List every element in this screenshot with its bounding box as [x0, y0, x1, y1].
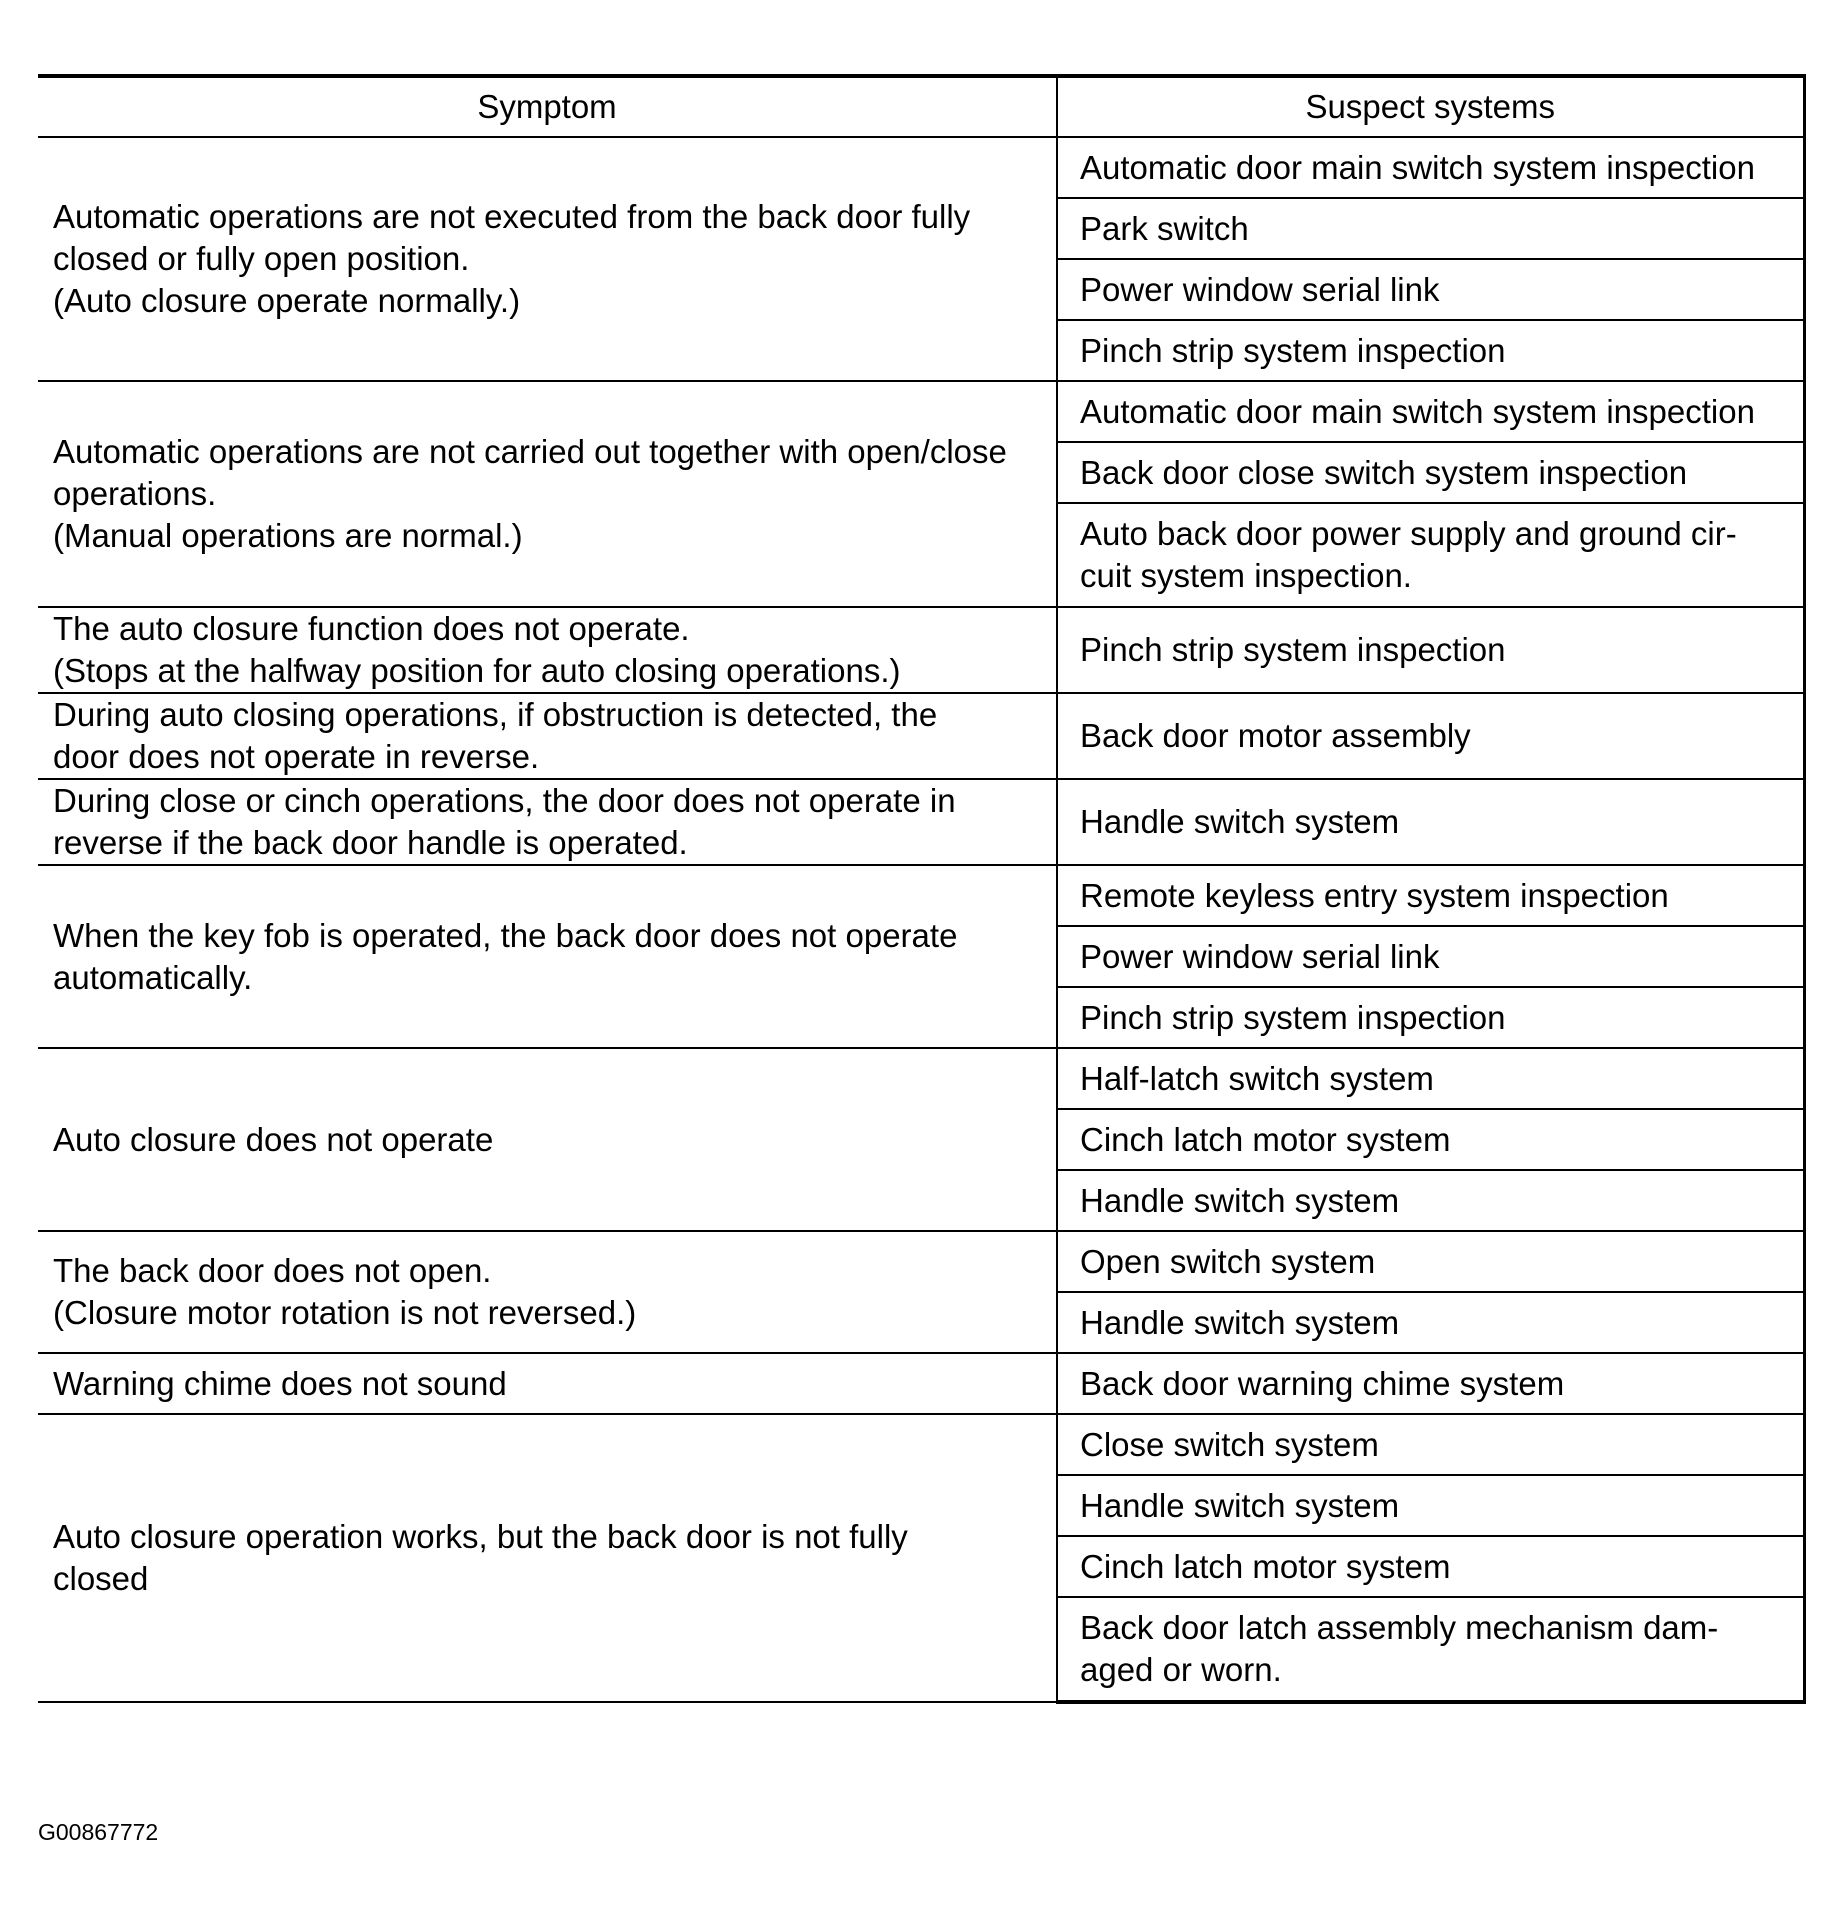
suspect-system-cell	[1057, 1353, 1804, 1414]
symptom-table	[38, 74, 1806, 1704]
table-row	[38, 865, 1804, 926]
suspect-system-text-line: Back door motor assembly	[1080, 717, 1471, 754]
suspect-system-cell	[1057, 607, 1804, 693]
symptom-text-line: (Auto closure operate normally.)	[53, 282, 521, 319]
symptom-text-line: (Manual operations are normal.)	[53, 517, 523, 554]
symptom-text-line: The auto closure function does not operate.	[53, 610, 690, 647]
symptom-cell	[38, 865, 1057, 1048]
suspect-system-cell	[1057, 1475, 1804, 1536]
suspect-system-text-line: Handle switch system	[1080, 803, 1400, 840]
suspect-system-text-line: Pinch strip system inspection	[1080, 331, 1506, 369]
symptom-cell	[38, 1048, 1057, 1231]
symptom-cell	[38, 381, 1057, 607]
suspect-system-cell	[1057, 381, 1804, 442]
suspect-system-text-line: Pinch strip system inspection	[1080, 998, 1506, 1036]
suspect-system-text-line: Pinch strip system inspection	[1080, 631, 1506, 668]
symptom-text-line: Auto closure does not operate	[53, 1120, 494, 1158]
symptom-text-line: The back door does not open.	[53, 1252, 492, 1289]
table-row	[38, 137, 1804, 198]
symptom-text-line: (Closure motor rotation is not reversed.)	[53, 1294, 637, 1331]
symptom-cell	[38, 693, 1057, 779]
suspect-system-text-line: Automatic door main switch system inspection	[1080, 148, 1755, 186]
suspect-system-text-line: Park switch	[1080, 209, 1249, 247]
suspect-system-cell	[1057, 865, 1804, 926]
symptom-text-line: automatically.	[53, 958, 253, 996]
symptom-text-line: During auto closing operations, if obstruction is detected, the	[53, 696, 938, 733]
suspect-system-cell	[1057, 1292, 1804, 1353]
table-row	[38, 693, 1804, 779]
table-row	[38, 1414, 1804, 1475]
symptom-cell	[38, 607, 1057, 693]
suspect-system-cell	[1057, 1109, 1804, 1170]
symptom-text-line: Automatic operations are not executed from the back door fully	[53, 198, 971, 235]
figure-id: G00867772	[38, 1819, 159, 1845]
suspect-system-cell	[1057, 1414, 1804, 1475]
suspect-system-text-line: Handle switch system	[1080, 1486, 1400, 1524]
symptom-text-line: When the key fob is operated, the back door does not operate	[53, 916, 958, 954]
table-header-row	[38, 76, 1804, 137]
suspect-system-text-line: Half-latch switch system	[1080, 1059, 1434, 1097]
suspect-system-cell	[1057, 259, 1804, 320]
suspect-system-text-line: Cinch latch motor system	[1080, 1547, 1451, 1585]
suspect-system-cell	[1057, 926, 1804, 987]
table-row	[38, 1048, 1804, 1109]
symptom-cell	[38, 1353, 1057, 1414]
suspect-system-text-line: Power window serial link	[1080, 270, 1440, 308]
symptom-text-line: Automatic operations are not carried out together with open/close	[53, 433, 1007, 470]
suspect-system-cell	[1057, 137, 1804, 198]
diagnosis-table-container	[38, 74, 1804, 1704]
symptom-text-line: door does not operate in reverse.	[53, 738, 540, 775]
symptom-text-line: Auto closure operation works, but the back door is not fully	[53, 1518, 908, 1555]
symptom-cell	[38, 779, 1057, 865]
symptom-text-line: closed	[53, 1560, 149, 1597]
table-row	[38, 779, 1804, 865]
suspect-system-text-line: Power window serial link	[1080, 937, 1440, 975]
suspect-system-cell	[1057, 198, 1804, 259]
symptom-cell	[38, 137, 1057, 381]
symptom-text-line: During close or cinch operations, the door does not operate in	[53, 782, 956, 819]
suspect-system-text-line: Handle switch system	[1080, 1181, 1400, 1219]
suspect-system-cell	[1057, 779, 1804, 865]
suspect-system-cell	[1057, 1536, 1804, 1597]
symptom-text-line: (Stops at the halfway position for auto closing operations.)	[53, 652, 901, 689]
table-row	[38, 607, 1804, 693]
suspect-system-cell	[1057, 987, 1804, 1048]
suspect-system-text-line: Close switch system	[1080, 1425, 1379, 1463]
symptom-text-line: reverse if the back door handle is operated.	[53, 824, 688, 861]
symptom-cell	[38, 1414, 1057, 1702]
suspect-system-cell	[1057, 442, 1804, 503]
suspect-system-text-line: aged or worn.	[1080, 1651, 1282, 1688]
suspect-system-text-line: cuit system inspection.	[1080, 557, 1412, 594]
suspect-system-cell	[1057, 693, 1804, 779]
table-row	[38, 1231, 1804, 1292]
suspect-system-text-line: Back door close switch system inspection	[1080, 453, 1688, 491]
suspect-system-text-line: Auto back door power supply and ground cir-	[1080, 515, 1737, 552]
symptom-column-header: Symptom	[38, 76, 1057, 137]
suspect-system-cell	[1057, 1048, 1804, 1109]
suspect-system-cell	[1057, 503, 1804, 607]
suspect-system-cell	[1057, 1597, 1804, 1702]
symptom-text-line: Warning chime does not sound	[53, 1364, 507, 1402]
suspect-system-text-line: Cinch latch motor system	[1080, 1120, 1451, 1158]
suspect-system-cell	[1057, 320, 1804, 381]
symptom-text-line: operations.	[53, 475, 217, 512]
suspect-system-cell	[1057, 1170, 1804, 1231]
symptom-text-line: closed or fully open position.	[53, 240, 470, 277]
symptom-cell	[38, 1231, 1057, 1353]
suspect-system-text-line: Remote keyless entry system inspection	[1080, 876, 1669, 914]
table-row	[38, 381, 1804, 442]
suspect-column-header: Suspect systems	[1057, 76, 1804, 137]
suspect-system-cell	[1057, 1231, 1804, 1292]
table-row	[38, 1353, 1804, 1414]
suspect-system-text-line: Back door warning chime system	[1080, 1364, 1565, 1402]
suspect-system-text-line: Automatic door main switch system inspection	[1080, 392, 1755, 430]
suspect-system-text-line: Open switch system	[1080, 1242, 1376, 1280]
suspect-system-text-line: Handle switch system	[1080, 1303, 1400, 1341]
suspect-system-text-line: Back door latch assembly mechanism dam-	[1080, 1609, 1719, 1646]
table-body	[38, 137, 1804, 1702]
